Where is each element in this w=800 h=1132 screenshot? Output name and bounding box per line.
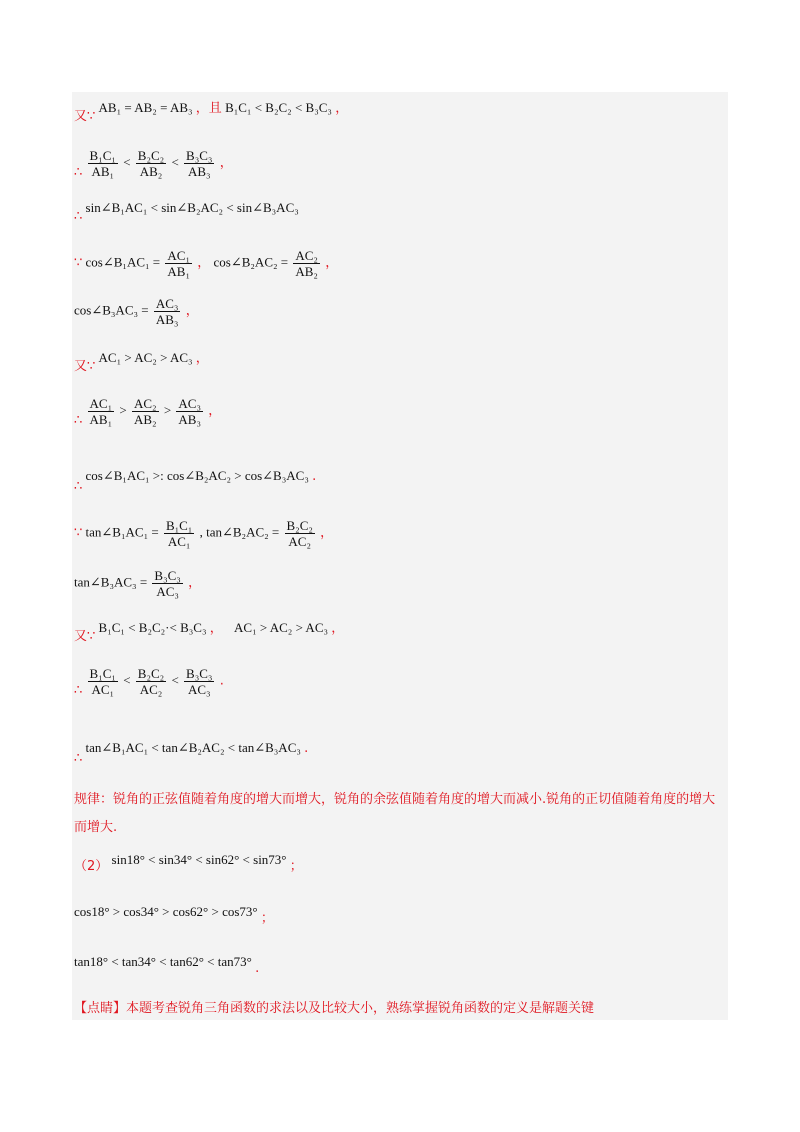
equation: B₁C₁ < B₂C₂·< B₃C₃: [98, 620, 207, 635]
numerator: AC₁: [89, 396, 113, 411]
part2-tan-line: [74, 954, 260, 976]
numerator: AC₃: [178, 396, 201, 411]
equation: AB₁ = AB₂ = AB₃: [98, 100, 193, 115]
punctuation: .: [255, 961, 260, 976]
equation: sin∠B₁AC₁ < sin∠B₂AC₂ < sin∠B₃AC₃: [85, 200, 299, 215]
numerator: B₃C₃: [186, 666, 213, 681]
numerator: AC₃: [155, 296, 179, 311]
because-mark: 又∵: [74, 359, 96, 374]
less-than: <: [171, 672, 179, 688]
equation: sin18° < sin34° < sin62° < sin73°: [111, 852, 287, 867]
less-than: <: [123, 672, 131, 688]
denominator: AC₂: [139, 682, 163, 697]
fraction: [154, 296, 181, 327]
punctuation: ，: [335, 101, 349, 116]
denominator: AB₂: [133, 412, 157, 427]
fraction: [152, 568, 182, 599]
less-than: <: [171, 154, 179, 170]
numerator: B₁C₁: [89, 666, 116, 681]
numerator: B₁C₁: [165, 518, 193, 533]
denominator: AB₃: [155, 312, 179, 327]
line-6: [74, 350, 209, 374]
therefore-mark: ∴: [74, 479, 83, 494]
denominator: AC₁: [167, 534, 191, 549]
line-1: [74, 100, 349, 124]
punctuation: .: [304, 741, 309, 756]
punctuation: ，: [320, 525, 334, 541]
equation: tan18° < tan34° < tan62° < tan73°: [74, 954, 252, 969]
punctuation: .: [219, 673, 224, 689]
line-7: [74, 396, 221, 427]
equation: AC₁ > AC₂ > AC₃: [234, 620, 329, 635]
punctuation: ，: [208, 403, 222, 419]
numerator: B₃C₃: [186, 148, 213, 163]
denominator: AC₃: [156, 584, 179, 599]
line-10: [74, 568, 201, 599]
because-mark: 又∵: [74, 629, 96, 644]
line-5: [74, 296, 199, 327]
fraction: [136, 148, 166, 179]
line-9: [74, 518, 333, 549]
greater-than: >: [119, 402, 127, 418]
denominator: AC₁: [91, 682, 115, 697]
rule-paragraph: 规律：锐角的正弦值随着角度的增大而增大，锐角的余弦值随着角度的增大而减小.锐角的正切值随着角度的增大而增大.: [74, 792, 716, 835]
denominator: AB₁: [91, 164, 115, 179]
fraction: [88, 396, 115, 427]
equation-left: , tan∠B₂AC₂ =: [199, 524, 280, 540]
fraction: [88, 148, 118, 179]
punctuation: ，: [188, 575, 202, 591]
equation: tan∠B₁AC₁ < tan∠B₂AC₂ < tan∠B₃AC₃: [85, 740, 301, 755]
numerator: B₂C₂: [137, 666, 165, 681]
numerator: B₁C₁: [89, 148, 116, 163]
denominator: AB₁: [89, 412, 113, 427]
equation: cos18° > cos34° > cos62° > cos73°: [74, 904, 258, 919]
fraction: [176, 396, 203, 427]
part2-cos-line: [74, 904, 274, 926]
because-mark: ∵: [74, 525, 83, 541]
denominator: AB₂: [139, 164, 163, 179]
therefore-mark: ∴: [74, 683, 83, 699]
because-mark: ∵: [74, 255, 83, 271]
equation-left: cos∠B₂AC₂ =: [213, 254, 289, 270]
line-11: [74, 620, 345, 644]
punctuation: ，: [197, 255, 211, 271]
less-than: <: [123, 154, 131, 170]
fraction: [164, 518, 194, 549]
punctuation: ，: [185, 303, 199, 319]
therefore-mark: ∴: [74, 209, 83, 224]
numerator: AC₂: [133, 396, 157, 411]
because-mark: 又∵: [74, 109, 96, 124]
line-3: [74, 200, 299, 224]
denominator: AB₂: [295, 264, 318, 279]
equation: cos∠B₁AC₁ >: cos∠B₂AC₂ > cos∠B₃AC₃: [85, 468, 309, 483]
equation-left: tan∠B₃AC₃ =: [74, 574, 148, 590]
fraction: [132, 396, 159, 427]
connector-text: ，且: [195, 101, 222, 116]
numerator: B₃C₃: [154, 568, 181, 583]
fraction: [88, 666, 118, 697]
punctuation: ，: [219, 155, 233, 171]
line-12: [74, 666, 224, 697]
comment-paragraph: 【点睛】本题考查锐角三角函数的求法以及比较大小，熟练掌握锐角函数的定义是解题关键: [74, 1001, 595, 1016]
equation-left: tan∠B₁AC₁ =: [85, 524, 159, 540]
punctuation: ，: [325, 255, 339, 271]
numerator: B₂C₂: [286, 518, 313, 533]
part-label: （2）: [74, 859, 109, 874]
denominator: AB₃: [178, 412, 201, 427]
fraction: [165, 248, 192, 279]
equation-left: cos∠B₁AC₁ =: [85, 254, 161, 270]
line-2: [74, 148, 233, 179]
therefore-mark: ∴: [74, 165, 83, 181]
denominator: AB₁: [167, 264, 190, 279]
line-8: [74, 468, 317, 494]
solution-block: [72, 92, 728, 1020]
fraction: [184, 666, 214, 697]
greater-than: >: [163, 402, 172, 418]
therefore-mark: ∴: [74, 751, 83, 766]
numerator: AC₁: [167, 248, 190, 263]
punctuation: ，: [195, 351, 209, 366]
numerator: B₂C₂: [137, 148, 165, 163]
numerator: AC₂: [295, 248, 318, 263]
denominator: AC₃: [187, 682, 211, 697]
punctuation: ；: [260, 911, 274, 926]
line-13: [74, 740, 309, 766]
punctuation: .: [312, 469, 317, 484]
fraction: [285, 518, 315, 549]
fraction: [184, 148, 214, 179]
therefore-mark: ∴: [74, 413, 83, 429]
punctuation: ，: [331, 621, 345, 636]
fraction: [136, 666, 166, 697]
punctuation: ；: [289, 859, 303, 874]
denominator: AC₂: [288, 534, 311, 549]
equation: B₁C₁ < B₂C₂ < B₃C₃: [225, 100, 332, 115]
equation: AC₁ > AC₂ > AC₃: [98, 350, 193, 365]
denominator: AB₃: [187, 164, 211, 179]
punctuation: ，: [209, 621, 223, 636]
fraction: [293, 248, 320, 279]
part2-sin-line: [74, 852, 303, 874]
line-4: [74, 248, 338, 279]
equation-left: cos∠B₃AC₃ =: [74, 302, 149, 318]
